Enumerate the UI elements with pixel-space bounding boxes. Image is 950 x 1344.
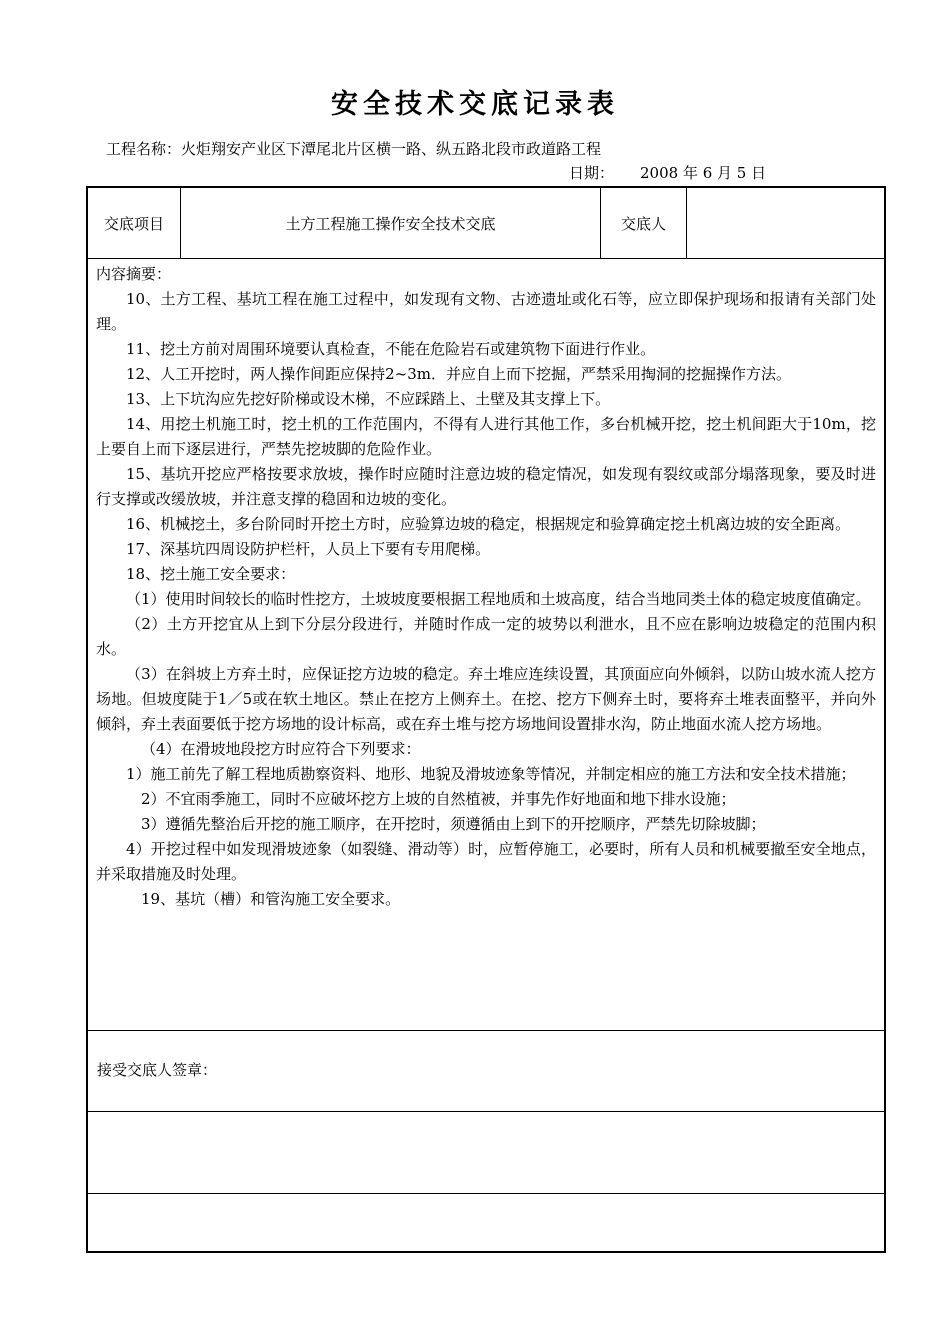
content-paragraph: 14、用挖土机施工时，挖土机的工作范围内，不得有人进行其他工作，多台机械开挖，挖土机间距大于10m，挖上要自上而下逐层进行，严禁先挖坡脚的危险作业。 xyxy=(96,415,876,458)
signature-label: 接受交底人签章： xyxy=(97,1061,218,1079)
item-label: 交底项目 xyxy=(103,214,164,233)
content-paragraph: 4）开挖过程中如发现滑坡迹象（如裂缝、滑动等）时，应暂停施工，必要时，所有人员和机械要撤至安全地点，并采取措施及时处理。 xyxy=(96,840,876,883)
content-paragraph: （2）土方开挖宜从上到下分层分段进行，并随时作成一定的坡势以利泄水，且不应在影响边坡稳定的范围内积水。 xyxy=(96,615,876,658)
document-title: 安全技术交底记录表 xyxy=(331,89,619,120)
record-table xyxy=(86,186,886,1253)
project-name: 火炬翔安产业区下潭尾北片区横一路、纵五路北段市政道路工程 xyxy=(181,140,602,158)
date-label: 日期： xyxy=(569,164,615,182)
content-paragraph: 19、基坑（槽）和管沟施工安全要求。 xyxy=(141,890,401,908)
content-paragraph: 16、机械挖土，多台阶同时开挖土方时，应验算边坡的稳定，根据规定和验算确定挖土机离边坡的安全距离。 xyxy=(126,515,851,533)
content-paragraph: 17、深基坑四周设防护栏杆，人员上下要有专用爬梯。 xyxy=(126,540,491,558)
content-paragraph: 12、人工开挖时，两人操作间距应保持2~3m．并应自上而下挖掘，严禁采用掏洞的挖掘操作方法。 xyxy=(126,365,791,383)
project-label: 工程名称： xyxy=(106,140,182,158)
project-line xyxy=(106,138,601,159)
content-paragraph: （4）在滑坡地段挖方时应符合下列要求： xyxy=(141,740,421,758)
content-paragraph: 15、基坑开挖应严格按要求放坡，操作时应随时注意边坡的稳定情况，如发现有裂纹或部分塌落现象，要及时进行支撑或改缓放坡，并注意支撑的稳固和边坡的变化。 xyxy=(96,465,876,508)
person-value-cell xyxy=(687,188,884,258)
date-line xyxy=(569,162,766,183)
content-paragraph: （1）使用时间较长的临时性挖方，土坡坡度要根据工程地质和土坡高度，结合当地同类土体的稳定坡度值确定。 xyxy=(126,590,871,608)
content-cell xyxy=(88,259,884,1031)
person-label: 交底人 xyxy=(620,214,666,233)
signature-row xyxy=(88,1031,884,1112)
item-label-cell xyxy=(88,188,181,258)
person-label-cell xyxy=(601,188,687,258)
header-row xyxy=(88,188,884,259)
content-paragraph: 2）不宜雨季施工，同时不应破坏挖方上坡的自然植被，并事先作好地面和地下排水设施； xyxy=(141,790,736,808)
summary-label: 内容摘要： xyxy=(96,265,172,283)
item-value-cell xyxy=(181,188,601,258)
content-paragraph: 11、挖土方前对周围环境要认真检查，不能在危险岩石或建筑物下面进行作业。 xyxy=(126,340,656,358)
blank-row xyxy=(88,1194,884,1251)
item-value: 土方工程施工操作安全技术交底 xyxy=(285,215,496,233)
blank-row xyxy=(88,1112,884,1194)
content-paragraph: 10、土方工程、基坑工程在施工过程中，如发现有文物、古迹遗址或化石等，应立即保护现场和报请有关部门处理。 xyxy=(96,290,876,333)
content-paragraph: （3）在斜坡上方弃土时，应保证挖方边坡的稳定。弃土堆应连续设置，其顶面应向外倾斜，以防山坡水流人挖方场地。但坡度陡于1／5或在软土地区。禁止在挖方上侧弃土。在挖、挖方下侧弃土时，要将弃土堆表面整平，并向外倾斜，弃土表面要低于挖方场地的设计标高，或在弃土堆与挖方场地间设置排水沟，防止地面水流人挖方场地。 xyxy=(96,665,876,733)
content-paragraph: 13、上下坑沟应先挖好阶梯或设木梯，不应踩踏上、土壁及其支撑上下。 xyxy=(126,390,611,408)
content-paragraph: 3）遵循先整治后开挖的施工顺序，在开挖时，须遵循由上到下的开挖顺序，严禁先切除坡脚； xyxy=(141,815,766,833)
content-paragraph: 1）施工前先了解工程地质勘察资料、地形、地貌及滑坡迹象等情况，并制定相应的施工方法和安全技术措施； xyxy=(126,765,856,783)
content-paragraph: 18、挖土施工安全要求： xyxy=(126,565,296,583)
date-value: 2008 年 6 月 5 日 xyxy=(640,164,767,182)
